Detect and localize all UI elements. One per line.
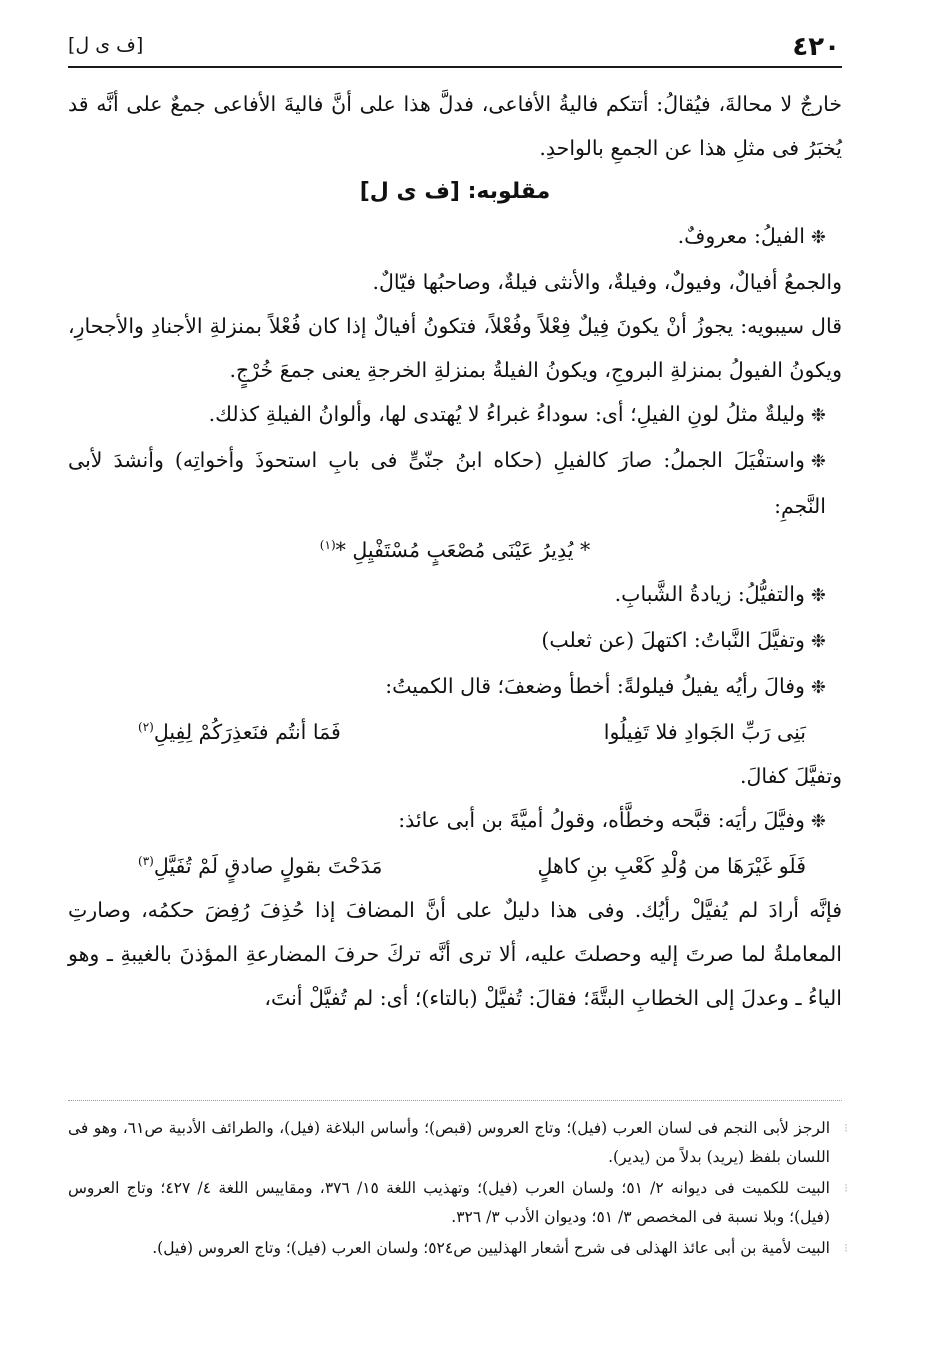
asterisk-icon: ❉ [810, 451, 826, 472]
footnotes [68, 1114, 848, 1265]
running-head: [ف ى ل] [68, 34, 144, 56]
entry-text: واستفْيَلَ الجملُ: صارَ كالفيلِ (حكاه ابنُ جنّىٍّ فى بابِ استحوذَ وأخواتِه) وأنشدَ لأبى النَّجمِ: [68, 448, 826, 518]
footnote [68, 1174, 848, 1232]
asterisk-icon: ❉ [810, 227, 826, 248]
asterisk-icon: ❉ [810, 405, 826, 426]
entry-text: الفيلُ: معروفٌ. [677, 224, 805, 248]
verse-hemistich-first: بَنِى رَبِّ الجَوادِ فلا تَفِيلُوا [603, 720, 806, 744]
paragraph: وتفيَّلَ كفالَ. [740, 764, 842, 788]
entry [68, 392, 842, 438]
entry-text: وفالَ رأيُه يفيلُ فيلولةً: أخطأ وضعفَ؛ قال الكميتُ: [385, 674, 805, 698]
footnote-ref: (٣) [138, 854, 154, 869]
section-heading: مقلوبه: [ف ى ل] [359, 179, 551, 204]
asterisk-icon: ❉ [810, 585, 826, 606]
verse-line [68, 710, 842, 754]
verse-text: فَمَا أنتُم فنَعذِرَكُمْ لِفِيلِ [153, 720, 341, 744]
entry [68, 572, 842, 618]
verse-hemistich-first: فَلَو غَيْرَهَا من وُلْدِ كَعْبِ بنِ كاهلٍ [537, 854, 806, 878]
page-header [68, 28, 842, 68]
footnote-text: البيت للكميت فى ديوانه ٢/ ٥١؛ ولسان العرب (فيل)؛ وتهذيب اللغة ١٥/ ٣٧٦، ومقاييس اللغة ٤/ ٤٢٧؛ وتاج العروس (فيل)؛ وبلا نسبة فى المخصص ٣/ ٥١؛ وديوان الأدب ٣/ ٣٢٦. [68, 1179, 830, 1226]
paragraph: فإنَّه أرادَ لم يُفيَّلْ رأيُك. وفى هذا دليلٌ على أنَّ المضافَ إذا حُذِفَ رُفِضَ حكمُه، وصارتِ المعاملةُ لما صرتَ إليه وحصلتَ عليه، ألا ترى أنَّه تركَ حرفَ المضارعةِ المؤذنَ بالغيبةِ ـ وهو الياءُ ـ وعدلَ إلى الخطابِ البتَّةَ؛ فقالَ: تُفيَّلْ (بالتاء)؛ أى: لم تُفيَّلْ أنتَ، [68, 898, 842, 1010]
footnote [68, 1234, 848, 1263]
entry-text: وليلةٌ مثلُ لونِ الفيلِ؛ أى: سوداءُ غبراءُ لا يُهتدى لها، وألوانُ الفيلةِ كذلك. [208, 402, 805, 426]
paragraph: قال سيبويه: يجوزُ أنْ يكونَ فِيلٌ فِعْلاً وفُعْلاً، فتكونُ أفيالٌ إذا كان فُعْلاً بمنزلةِ الأجنادِ والأجحارِ، ويكونُ الفيولُ بمنزلةِ البروجِ، ويكونُ الفيلةُ بمنزلةِ الخرجةِ يعنى جمعَ خُرْجٍ. [68, 314, 842, 382]
verse-hemistich-second [138, 710, 341, 754]
footnote-marker-icon: ⁝ [844, 1181, 848, 1195]
footnote-divider [68, 1100, 842, 1101]
page-number: ٤٢٠ [792, 32, 840, 62]
verse-text: * يُدِيرُ عَيْنَى مُصْعَبٍ مُسْتَفْيِلِ * [335, 538, 591, 562]
verse-text: مَدَحْتَ بقولٍ صادقٍ لَمْ تُفَيَّلِ [153, 854, 383, 878]
verse-line [68, 844, 842, 888]
entry-text: والتفيُّلُ: زيادةُ الشَّبابِ. [614, 582, 805, 606]
asterisk-icon: ❉ [810, 631, 826, 652]
footnote-marker-icon: ⁝ [844, 1121, 848, 1135]
asterisk-icon: ❉ [810, 811, 826, 832]
footnote-ref: (٢) [138, 720, 154, 735]
entry [68, 214, 842, 260]
entry-text: وفيَّلَ رأيَه: قبَّحه وخطَّأه، وقولُ أميَّةَ بن أبى عائذ: [398, 808, 805, 832]
paragraph: والجمعُ أفيالٌ، وفيولٌ، وفيلةٌ، والأنثى فيلةٌ، وصاحبُها فيّالٌ. [372, 270, 842, 294]
footnote [68, 1114, 848, 1172]
asterisk-icon: ❉ [810, 677, 826, 698]
entry [68, 438, 842, 528]
entry [68, 618, 842, 664]
footnote-text: الرجز لأبى النجم فى لسان العرب (فيل)؛ وتاج العروس (قبص)؛ وأساس البلاغة (فيل)، والطرائف الأدبية ص٦١، وهو فى اللسان بلفظ (يريد) بدلاً من (يدير). [68, 1119, 830, 1166]
paragraph: خارجٌ لا محالةَ، فيُقالُ: أتتكم فاليةُ الأفاعى، فدلَّ هذا على أنَّ فاليةَ الأفاعى جمعٌ على أنَّه قد يُخبَرُ فى مثلِ هذا عن الجمعِ بالواحدِ. [68, 92, 842, 160]
entry [68, 664, 842, 710]
main-text [68, 82, 842, 1020]
footnote-ref: (١) [319, 538, 336, 553]
entry-text: وتفيَّلَ النَّباتُ: اكتهلَ (عن ثعلب) [541, 628, 805, 652]
book-page [68, 28, 848, 1348]
verse-hemistich-second [138, 844, 382, 888]
verse-line [68, 528, 842, 572]
footnote-marker-icon: ⁝ [844, 1241, 848, 1255]
footnote-text: البيت لأمية بن أبى عائذ الهذلى فى شرح أشعار الهذليين ص٥٢٤؛ ولسان العرب (فيل)؛ وتاج العروس (فيل). [152, 1239, 830, 1257]
entry [68, 798, 842, 844]
